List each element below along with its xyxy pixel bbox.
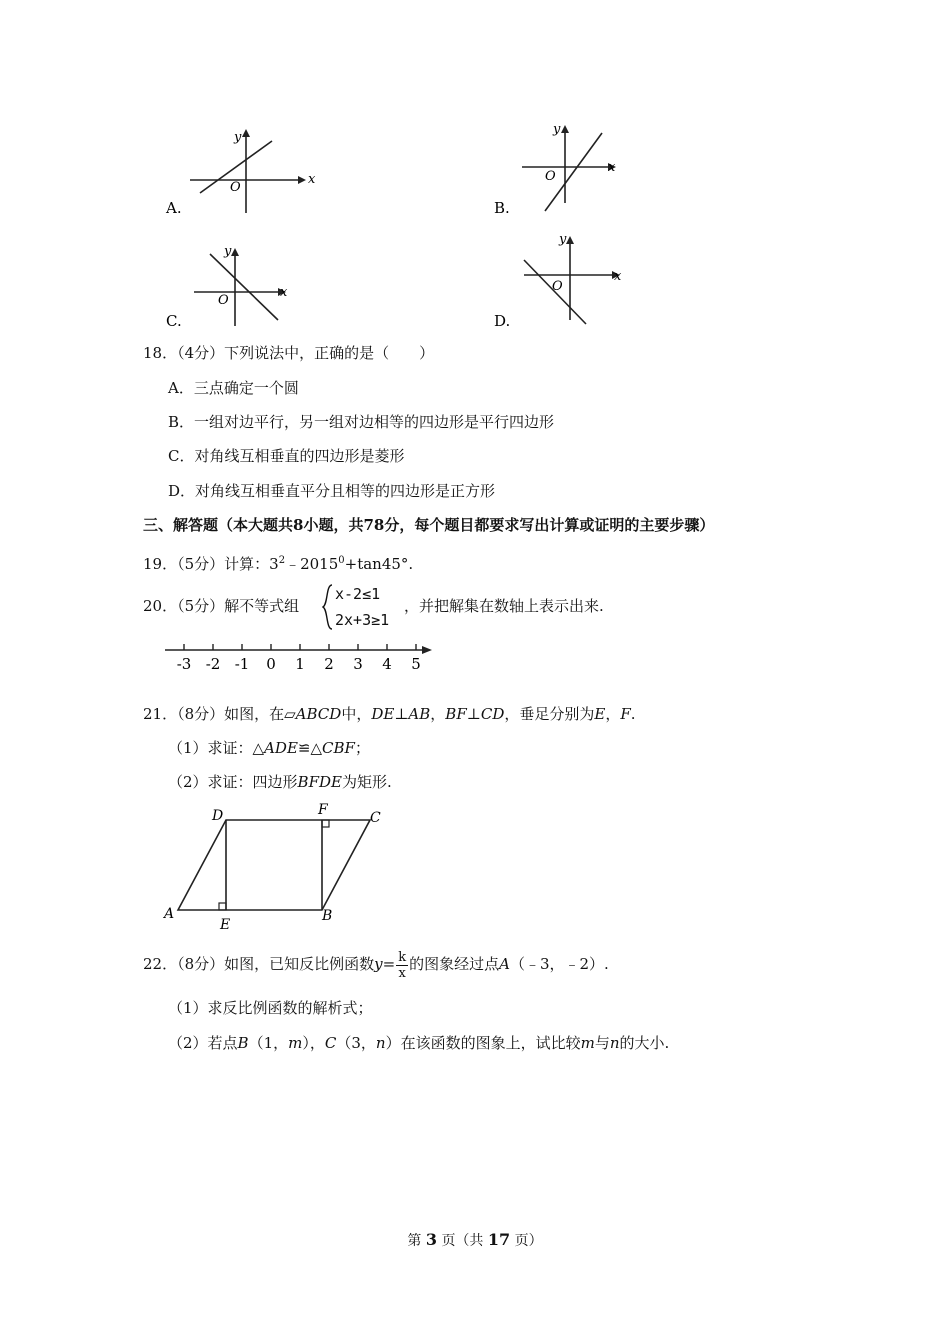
q21-sub1-part: CBF (322, 739, 355, 757)
label-e: E (220, 917, 231, 933)
q21-stem-part: . (630, 705, 636, 723)
q17-graph-d-svg (490, 230, 650, 335)
q21-sub2-part: （2）求证：四边形 (168, 773, 298, 791)
q22-frac-den: x (398, 965, 406, 981)
q21-stem-part: E (594, 705, 606, 723)
q21-stem-part: ⊥ (394, 705, 409, 723)
number-line-svg (160, 638, 440, 678)
q21-sub1-part: ； (354, 739, 370, 757)
number-line-label: 2 (324, 655, 334, 673)
q21-sub2-part: BFDE (297, 773, 342, 791)
q20-ineq-2: 2x+3≥1 (335, 611, 390, 629)
q17-graph-a (160, 125, 320, 220)
label-f: F (318, 802, 328, 818)
right-angle-f (322, 820, 329, 827)
q22-sub2-part: n (375, 1034, 386, 1052)
graph-line (210, 254, 278, 320)
q17-graph-d (490, 230, 650, 335)
q21-sub1-part: ≌△ (297, 739, 323, 757)
q19-sup2: 0 (338, 555, 345, 566)
footer-pre: 第 (407, 1233, 422, 1249)
x-label: x (614, 269, 622, 284)
origin-label: O (218, 293, 229, 308)
q22-sub2-part: 与 (594, 1034, 610, 1052)
y-label: y (559, 232, 567, 247)
q21-stem-part: BF (445, 705, 467, 723)
q22-sub2-part: （1， (248, 1034, 289, 1052)
label-a: A (164, 906, 175, 922)
y-axis-arrow (566, 236, 574, 244)
q18-option-d: D．对角线互相垂直平分且相等的四边形是正方形 (168, 482, 496, 500)
parallelogram-figure (160, 800, 400, 935)
q17-graph-a-svg (160, 125, 320, 220)
y-label: y (553, 122, 561, 137)
q18-stem: 18．（4分）下列说法中，正确的是（ ） (143, 344, 435, 362)
q22-sub1: （1）求反比例函数的解析式； (168, 999, 373, 1017)
q22-suffix-part: A (499, 955, 510, 973)
q19-sup1: 2 (278, 555, 286, 566)
y-axis-arrow (242, 129, 250, 137)
origin-label: O (545, 169, 556, 184)
x-axis-arrow (298, 176, 306, 184)
label-c: C (370, 810, 381, 826)
x-label: x (280, 285, 288, 300)
q18-option-c: C．对角线互相垂直的四边形是菱形 (168, 447, 405, 465)
parallelogram-svg (160, 800, 400, 935)
q22-frac-num: k (398, 949, 407, 965)
parallelogram-shape (178, 820, 370, 910)
y-axis-arrow (561, 125, 569, 133)
q20-prefix: 20．（5分）解不等式组 (143, 597, 300, 615)
option-label: C. (166, 312, 182, 330)
x-label: x (308, 172, 316, 187)
number-line-label: 5 (411, 655, 421, 673)
q21-stem-part: F (620, 705, 631, 723)
q22-y: y (374, 955, 383, 973)
q22-sub2 (168, 1033, 669, 1053)
number-line-label: 0 (266, 655, 276, 673)
q22-stem (143, 946, 609, 982)
footer-mid: 页（共 (441, 1233, 484, 1249)
y-label: y (234, 130, 242, 145)
q21-stem (143, 704, 636, 724)
q21-stem-part: ， (430, 705, 446, 723)
q21-sub2-part: 为矩形. (341, 773, 392, 791)
q20-suffix: ，并把解集在数轴上表示出来. (404, 597, 604, 615)
q21-stem-part: 中， (341, 705, 372, 723)
q21-stem-part: ，垂足分别为 (504, 705, 595, 723)
label-b: B (322, 908, 333, 924)
number-line-label: 3 (353, 655, 363, 673)
q21-sub1-part: ADE (264, 739, 298, 757)
q22-eq: = (382, 955, 396, 973)
q21-stem-part: AB (408, 705, 431, 723)
number-line-label: -2 (205, 655, 221, 673)
q19 (143, 551, 413, 574)
number-line-label: 1 (295, 655, 305, 673)
section-3-header: 三、解答题（本大题共8小题，共78分，每个题目都要求写出计算或证明的主要步骤） (143, 516, 715, 534)
label-d: D (212, 808, 224, 824)
q21-stem-part: ABCD (295, 705, 342, 723)
y-axis-arrow (231, 248, 239, 256)
page-footer (0, 1230, 950, 1251)
q19-suffix: +tan45°. (344, 555, 414, 573)
q21-stem-part: DE (371, 705, 395, 723)
q20-ineq-1: x-2≤1 (335, 585, 381, 603)
option-label: A. (166, 199, 182, 217)
q21-sub2 (168, 772, 392, 792)
q17-graph-c (160, 240, 320, 335)
footer-total-pages: 17 (487, 1230, 511, 1249)
q22-sub2-part: n (609, 1034, 620, 1052)
q22-sub2-part: ）在该函数的图象上，试比较 (385, 1034, 581, 1052)
number-line-label: 4 (382, 655, 392, 673)
q21-stem-part: 21．（8分）如图，在▱ (143, 705, 296, 723)
q18-option-a: A．三点确定一个圆 (168, 379, 299, 397)
q22-sub2-part: m (288, 1034, 303, 1052)
q22-suffix-part: （﹣3，﹣2）. (509, 955, 609, 973)
number-line-label: -1 (234, 655, 250, 673)
q19-prefix: 19．（5分）计算：3 (143, 555, 279, 573)
q21-sub1 (168, 738, 370, 758)
q17-graph-b (490, 115, 650, 220)
y-label: y (224, 244, 232, 259)
q22-sub2-part: C (324, 1034, 337, 1052)
option-label: D. (494, 312, 511, 330)
q18-option-b: B．一组对边平行，另一组对边相等的四边形是平行四边形 (168, 413, 555, 431)
footer-post: 页） (514, 1233, 543, 1249)
q22-sub2-part: （3， (336, 1034, 376, 1052)
number-line-arrow (422, 646, 432, 654)
origin-label: O (552, 279, 563, 294)
q21-sub1-part: （1）求证：△ (168, 739, 265, 757)
x-label: x (608, 160, 616, 175)
q22-suffix-part: 的图象经过点 (409, 955, 500, 973)
q22-sub2-part: B (237, 1034, 249, 1052)
option-label: B. (494, 199, 510, 217)
q22-sub2-part: ）， (302, 1034, 325, 1052)
q22-fraction (396, 950, 408, 981)
origin-label: O (230, 180, 241, 195)
q17-graph-c-svg (160, 240, 320, 335)
q20-system-brace (322, 584, 334, 630)
footer-page-number: 3 (425, 1230, 437, 1249)
q19-mid: ﹣2015 (285, 555, 339, 573)
q22-sub2-part: 的大小. (619, 1034, 670, 1052)
right-angle-e (219, 903, 226, 910)
q21-stem-part: CD (480, 705, 505, 723)
number-line (160, 638, 440, 678)
q21-stem-part: ， (605, 705, 621, 723)
number-line-label: -3 (176, 655, 192, 673)
q17-graph-b-svg (490, 115, 650, 220)
q22-prefix: 22．（8分）如图，已知反比例函数 (143, 955, 375, 973)
q22-sub2-part: （2）若点 (168, 1034, 238, 1052)
q22-sub2-part: m (580, 1034, 595, 1052)
q21-stem-part: ⊥ (466, 705, 481, 723)
brace-icon (322, 584, 334, 630)
